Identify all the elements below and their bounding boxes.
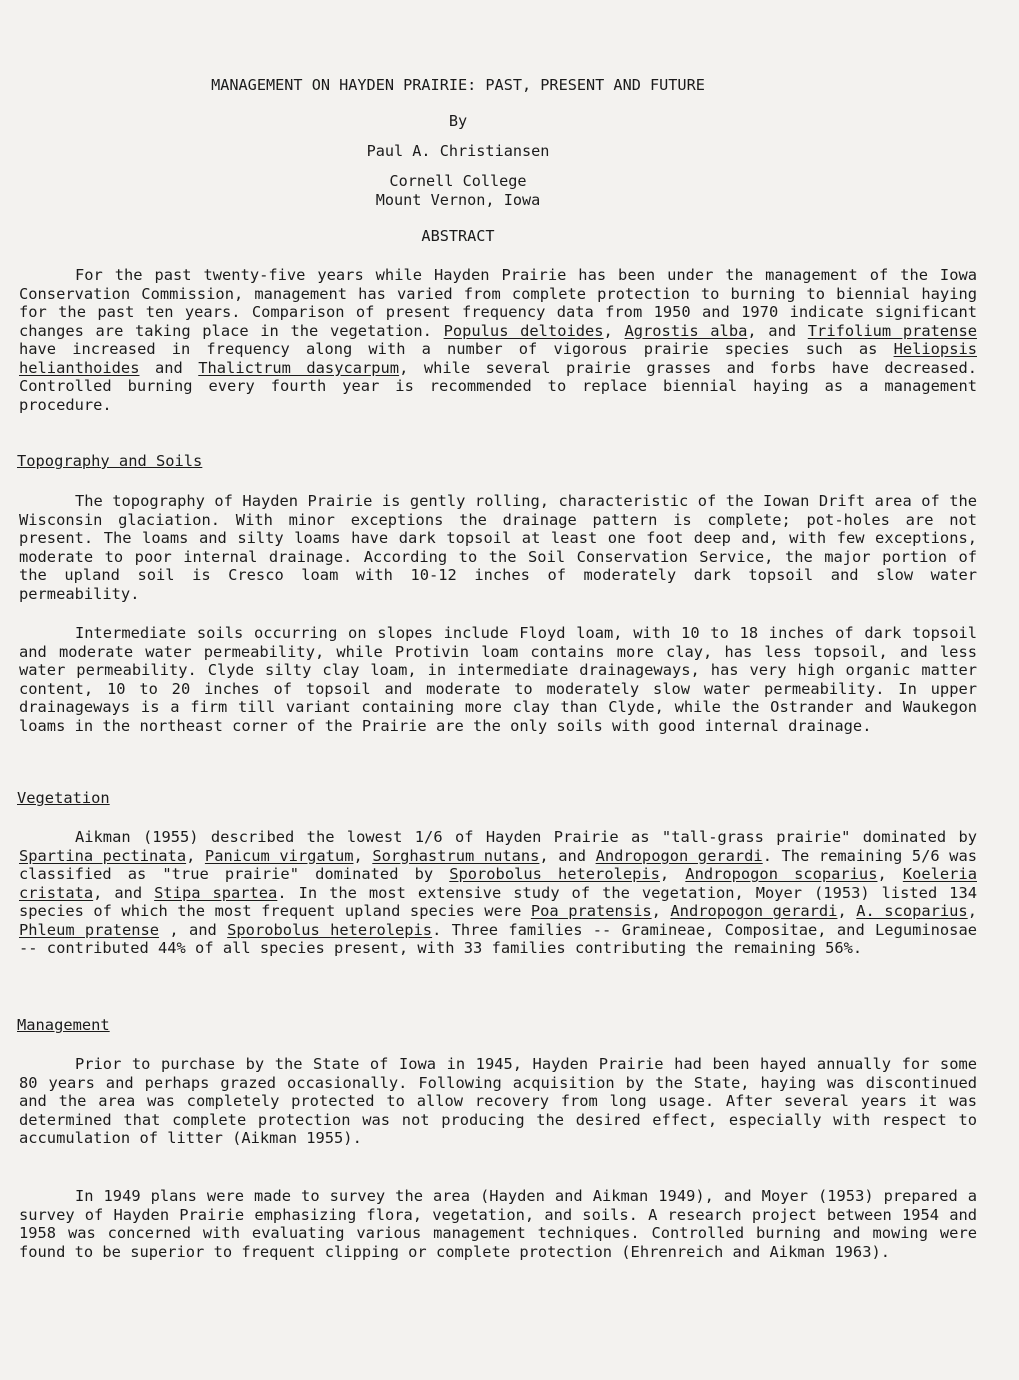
vegetation-paragraph: Aikman (1955) described the lowest 1/6 of Hayden Prairie as "tall-grass prairie" dominated by Spartina pectinata, Panicum virgatum, Sorghastrum nutans, and Andropogon gerardi. The remaining 5/6 was classified as "true prairie" dominated by Sporobolus heterolepis, Andropogon scoparius, Koeleria cristata, and Stipa spartea. In the most extensive study of the vegetation, Moyer (1953) listed 134 species of which the most frequent upland species were Poa pratensis, Andropogon gerardi, A. scoparius, Phleum pratense , and Sporobolus heterolepis. Three families -- Gramineae, Compositae, and Leguminosae -- contributed 44% of all species present, with 33 families contributing the remaining 56%. bbox=[19, 828, 977, 957]
institution-location: Mount Vernon, Iowa bbox=[375, 191, 541, 209]
species-name: Andropogon scoparius bbox=[685, 865, 878, 883]
institution: Cornell College bbox=[389, 172, 527, 190]
species-name: Spartina pectinata bbox=[19, 846, 187, 865]
section-heading-vegetation: Vegetation bbox=[17, 789, 110, 807]
species-name: Agrostis alba bbox=[624, 321, 748, 340]
species-name: Panicum virgatum bbox=[204, 846, 354, 865]
author-name: Paul A. Christiansen bbox=[366, 142, 550, 160]
species-name: Populus deltoides bbox=[443, 321, 604, 340]
management-paragraph-2: In 1949 plans were made to survey the area (Hayden and Aikman 1949), and Moyer (1953) prepared a survey of Hayden Prairie emphasizing flora, vegetation, and soils. A research project between 1954 and 1958 was concerned with evaluating various management techniques. Controlled burning and mowing were found to be superior to frequent clipping or complete protection (Ehrenreich and Aikman 1963). bbox=[19, 1187, 977, 1261]
species-name: Heliopsis helianthoides bbox=[19, 340, 977, 377]
species-name: A. scoparius bbox=[856, 902, 968, 920]
species-name: Koeleria cristata bbox=[19, 865, 977, 902]
abstract-paragraph: For the past twenty-five years while Hayden Prairie has been under the management of the Iowa Conservation Commission, management has varied from complete protection to burning to biennial haying for the past ten years. Comparison of present frequency data from 1950 and 1970 indicate significant changes are taking place in the vegetation. Populus deltoides, Agrostis alba, and Trifolium pratense have increased in frequency along with a number of vigorous prairie species such as Heliopsis helianthoides and Thalictrum dasycarpum, while several prairie grasses and forbs have decreased. Controlled burning every fourth year is recommended to replace biennial haying as a management procedure. bbox=[19, 266, 977, 414]
species-name: Trifolium pratense bbox=[807, 321, 977, 340]
species-name: Stipa spartea bbox=[154, 883, 278, 902]
species-name: Andropogon gerardi bbox=[670, 902, 838, 920]
byline-by: By bbox=[448, 112, 468, 130]
species-name: Sorghastrum nutans bbox=[372, 846, 540, 865]
topography-paragraph-2: Intermediate soils occurring on slopes include Floyd loam, with 10 to 18 inches of dark topsoil and moderate water permeability, while Protivin loam contains more clay, has less topsoil, and less water permeability. Clyde silty clay loam, in intermediate drainageways, has very high organic matter content, 10 to 20 inches of topsoil and moderate to moderately slow water permeability. In upper drainageways is a firm till variant containing more clay than Clyde, while the Ostrander and Waukegon loams in the northeast corner of the Prairie are the only soils with good internal drainage. bbox=[19, 624, 977, 735]
species-name: Phleum pratense bbox=[19, 920, 160, 939]
section-heading-management: Management bbox=[17, 1016, 110, 1034]
species-name: Andropogon gerardi bbox=[595, 846, 763, 865]
management-paragraph-1: Prior to purchase by the State of Iowa in 1945, Hayden Prairie had been hayed annually for some 80 years and perhaps grazed occasionally. Following acquisition by the State, haying was discontinued and the area was completely protected to allow recovery from long usage. After several years it was determined that complete protection was not producing the desired effect, especially with respect to accumulation of litter (Aikman 1955). bbox=[19, 1055, 977, 1147]
species-name: Thalictrum dasycarpum bbox=[198, 358, 400, 377]
topography-paragraph-1: The topography of Hayden Prairie is gently rolling, characteristic of the Iowan Drift area of the Wisconsin glaciation. With minor exceptions the drainage pattern is complete; pot-holes are not present. The loams and silty loams have dark topsoil at least one foot deep and, with few exceptions, moderate to poor internal drainage. According to the Soil Conservation Service, the major portion of the upland soil is Cresco loam with 10-12 inches of moderately dark topsoil and slow water permeability. bbox=[19, 492, 977, 603]
species-name: Sporobolus heterolepis bbox=[449, 865, 660, 883]
species-name: Poa pratensis bbox=[530, 902, 652, 920]
section-heading-topography: Topography and Soils bbox=[17, 452, 203, 470]
species-name: Sporobolus heterolepis bbox=[227, 920, 433, 939]
abstract-heading: ABSTRACT bbox=[421, 227, 495, 245]
paper-title: MANAGEMENT ON HAYDEN PRAIRIE: PAST, PRESENT AND FUTURE bbox=[211, 76, 705, 94]
